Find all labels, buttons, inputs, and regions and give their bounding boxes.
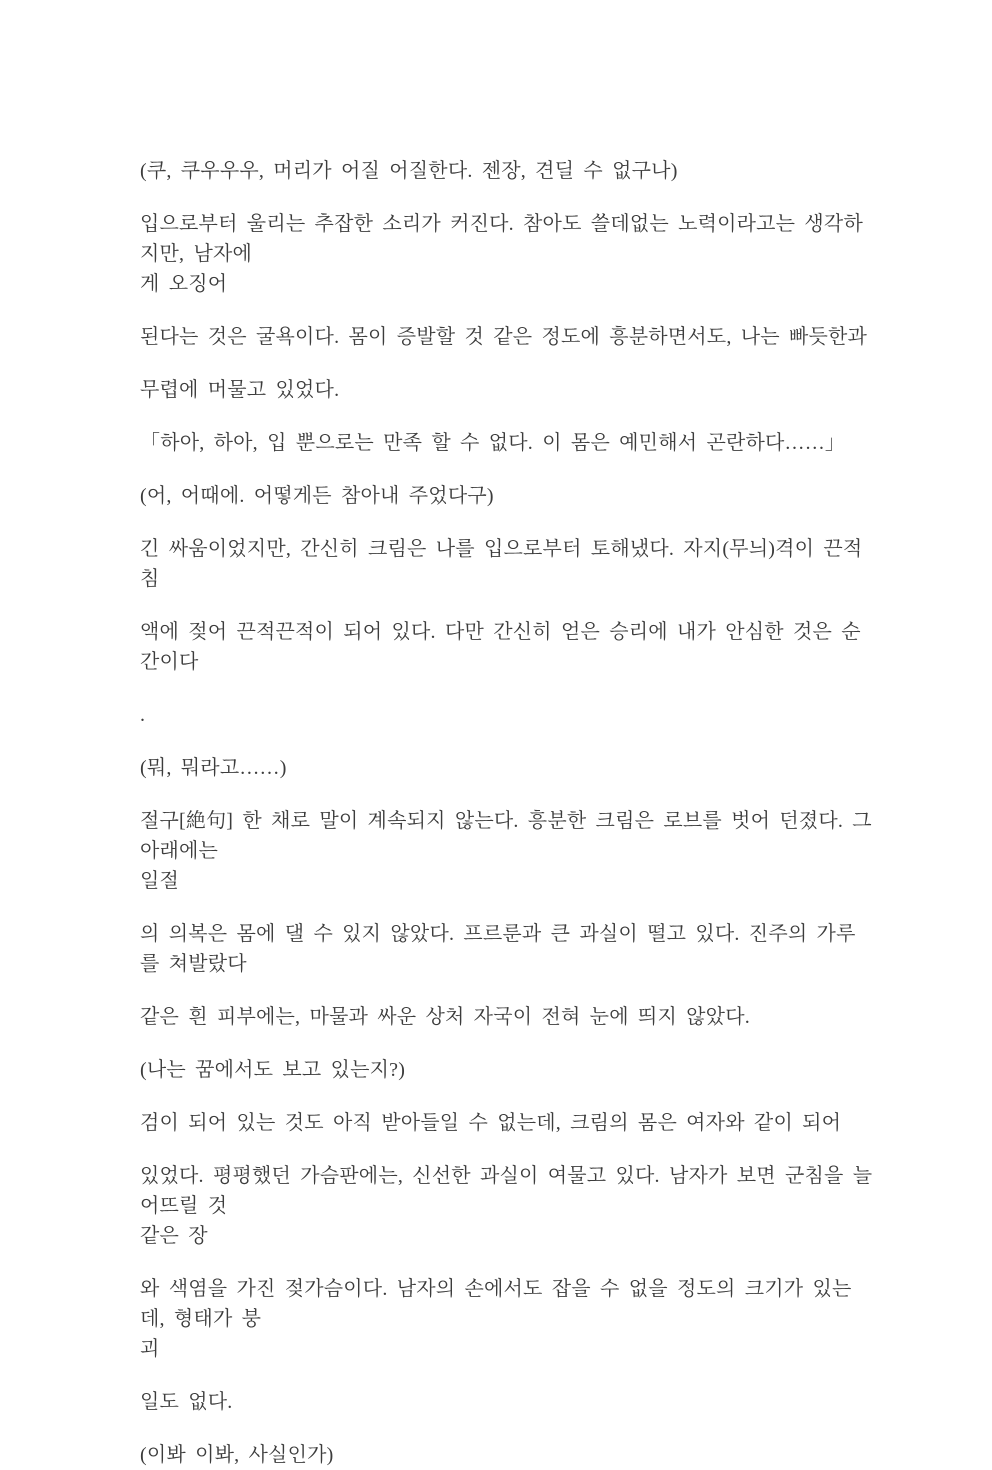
text-line: (쿠, 쿠우우우, 머리가 어질 어질한다. 젠장, 견딜 수 없구나): [140, 160, 678, 182]
paragraph: [140, 209, 874, 299]
paragraph: [140, 700, 874, 730]
text-line: 「하아, 하아, 입 뿐으로는 만족 할 수 없다. 이 몸은 예민해서 곤란하다……」: [140, 432, 846, 454]
paragraph: [140, 919, 874, 979]
text-line: (나는 꿈에서도 보고 있는지?): [140, 1059, 406, 1081]
text-line: 긴 싸움이었지만, 간신히 크림은 나를 입으로부터 토해냈다. 자지(무늬)격이 끈적 침: [140, 538, 872, 590]
paragraph: [140, 156, 874, 186]
text-line: 같은 장: [140, 1225, 208, 1247]
text-line: 절구[絶句] 한 채로 말이 계속되지 않는다. 흥분한 크림은 로브를 벗어 던졌다. 그 아래에는: [140, 810, 882, 862]
text-line: 와 색염을 가진 젖가슴이다. 남자의 손에서도 잡을 수 없을 정도의 크기가 있는데, 형태가 붕: [140, 1278, 852, 1330]
text-line: 검이 되어 있는 것도 아직 받아들일 수 없는데, 크림의 몸은 여자와 같이 되어: [140, 1112, 842, 1134]
text-line: (이봐 이봐, 사실인가): [140, 1444, 334, 1466]
text-line: (어, 어때에. 어떻게든 참아내 주었다구): [140, 485, 494, 507]
paragraph: [140, 1274, 874, 1364]
paragraph: [140, 428, 874, 458]
text-line: 괴: [140, 1338, 160, 1360]
paragraph: [140, 1108, 874, 1138]
text-line: 의 의복은 몸에 댈 수 있지 않았다. 프르룬과 큰 과실이 떨고 있다. 진주의 가루를 쳐발랐다: [140, 923, 856, 975]
text-line: 같은 흰 피부에는, 마물과 싸운 상처 자국이 전혀 눈에 띄지 않았다.: [140, 1006, 750, 1028]
text-line: .: [140, 704, 146, 726]
paragraph: [140, 1161, 874, 1251]
text-line: 액에 젖어 끈적끈적이 되어 있다. 다만 간신히 얻은 승리에 내가 안심한 것은 순간이다: [140, 621, 861, 673]
paragraph: [140, 375, 874, 405]
paragraph: [140, 322, 874, 352]
text-line: 무렵에 머물고 있었다.: [140, 379, 340, 401]
paragraph: [140, 1002, 874, 1032]
paragraph: [140, 1055, 874, 1085]
paragraph: [140, 806, 882, 896]
paragraph: [140, 481, 874, 511]
text-line: (뭐, 뭐라고……): [140, 757, 287, 779]
paragraph: [140, 1387, 874, 1417]
text-line: 입으로부터 울리는 추잡한 소리가 커진다. 참아도 쓸데없는 노력이라고는 생각하지만, 남자에: [140, 213, 863, 265]
text-line: 게 오징어: [140, 273, 228, 295]
text-line: 있었다. 평평했던 가슴판에는, 신선한 과실이 여물고 있다. 남자가 보면 군침을 늘어뜨릴 것: [140, 1165, 873, 1217]
text-line: 일도 없다.: [140, 1391, 233, 1413]
paragraph: [140, 1440, 874, 1470]
paragraph: [140, 617, 874, 677]
paragraph: [140, 534, 874, 594]
text-line: 된다는 것은 굴욕이다. 몸이 증발할 것 같은 정도에 흥분하면서도, 나는 빠듯한과: [140, 326, 868, 348]
paragraph: [140, 753, 874, 783]
text-line: 일절: [140, 870, 180, 892]
